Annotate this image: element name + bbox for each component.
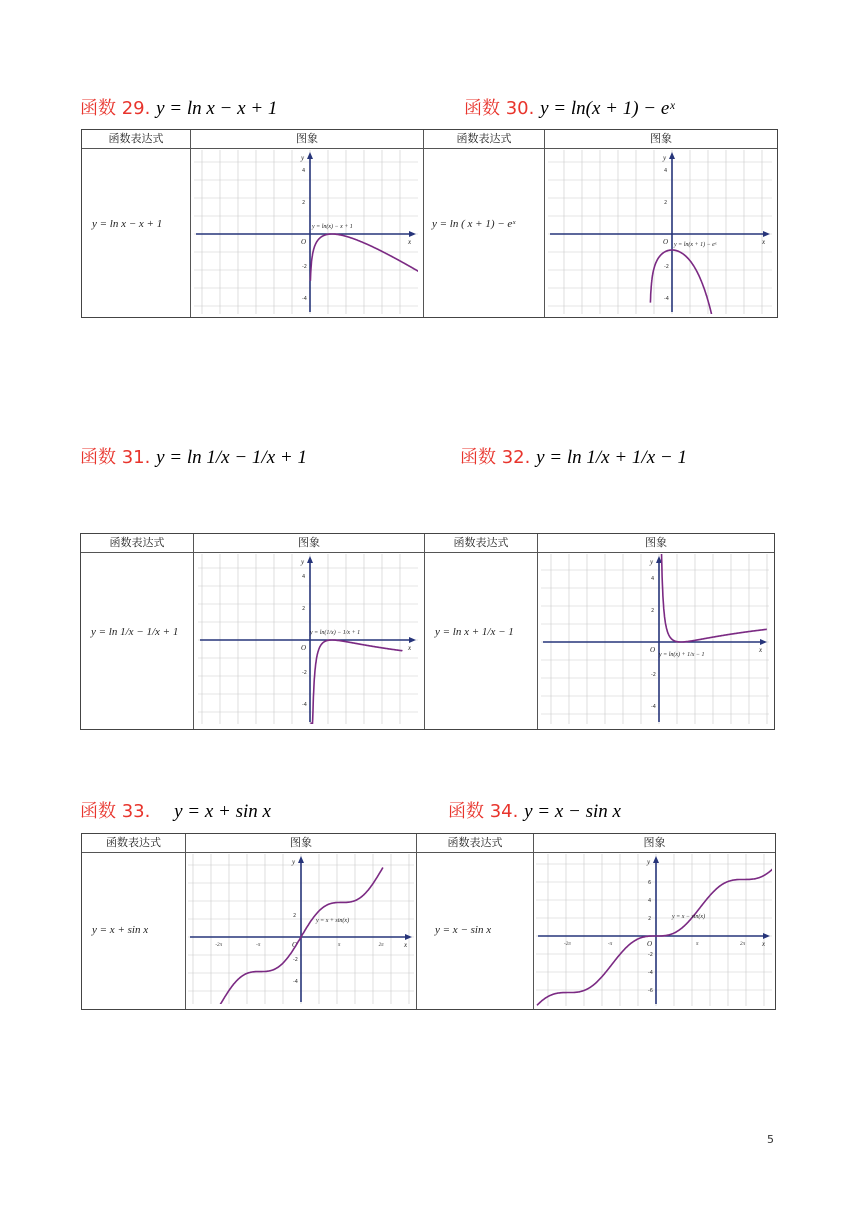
y-tick-label: -6 bbox=[648, 988, 653, 994]
graph-svg bbox=[194, 150, 418, 314]
y-tick-label: -2 bbox=[302, 264, 307, 270]
graph-svg bbox=[198, 554, 418, 724]
x-tick-label: -π bbox=[256, 943, 261, 948]
function-curve bbox=[310, 640, 402, 723]
x-arrow-icon bbox=[760, 639, 767, 645]
y-arrow-icon bbox=[307, 556, 313, 563]
function-curve bbox=[650, 250, 711, 314]
heading-29: 函数 29. y = ln x − x + 1 bbox=[80, 98, 278, 119]
heading-33: 函数 33. y = x + sin x bbox=[80, 801, 271, 822]
y-tick-label: -2 bbox=[302, 670, 307, 676]
origin-label: O bbox=[647, 940, 653, 948]
curve-label: y = ln(1/x) − 1/x + 1 bbox=[310, 630, 361, 636]
x-arrow-icon bbox=[409, 231, 416, 237]
x-tick-label: π bbox=[695, 942, 699, 947]
header-expression: 函数表达式 bbox=[81, 534, 193, 553]
header-graph: 图象 bbox=[538, 534, 774, 553]
graph-29 bbox=[194, 150, 418, 314]
x-arrow-icon bbox=[409, 637, 416, 643]
x-axis-label: x bbox=[408, 238, 412, 246]
graph-svg bbox=[541, 554, 769, 724]
curve-label: y = ln(x) + 1/x − 1 bbox=[659, 652, 705, 658]
graph-svg bbox=[188, 854, 414, 1004]
graph-33 bbox=[188, 854, 414, 1004]
x-arrow-icon bbox=[405, 934, 412, 940]
y-tick-label: -2 bbox=[664, 264, 669, 270]
table-31-32 bbox=[80, 533, 775, 730]
expression-33: y = x + sin x bbox=[92, 924, 149, 936]
header-graph: 图象 bbox=[194, 534, 424, 553]
graph-svg bbox=[548, 150, 772, 314]
curve-label: y = ln(x + 1) − eˣ bbox=[674, 242, 717, 248]
y-axis-label: y bbox=[647, 858, 651, 866]
header-graph: 图象 bbox=[534, 834, 775, 853]
x-tick-label: -π bbox=[608, 942, 613, 947]
y-axis-label: y bbox=[650, 558, 654, 566]
expression-31: y = ln 1/x − 1/x + 1 bbox=[91, 626, 179, 638]
heading-31: 函数 31. y = ln 1/x − 1/x + 1 bbox=[80, 447, 307, 468]
expression-29: y = ln x − x + 1 bbox=[92, 218, 163, 230]
y-tick-label: 4 bbox=[664, 168, 668, 174]
y-arrow-icon bbox=[669, 152, 675, 159]
x-tick-label: 2π bbox=[739, 942, 745, 947]
y-arrow-icon bbox=[298, 856, 304, 863]
x-arrow-icon bbox=[763, 231, 770, 237]
y-tick-label: 2 bbox=[664, 200, 668, 206]
x-axis-label: x bbox=[404, 941, 408, 949]
y-tick-label: 4 bbox=[302, 168, 306, 174]
x-tick-label: 2π bbox=[378, 943, 384, 948]
curve-label: y = x − sin(x) bbox=[672, 914, 706, 920]
table-29-30 bbox=[81, 129, 778, 318]
y-tick-label: 4 bbox=[302, 574, 306, 580]
origin-label: O bbox=[301, 644, 307, 652]
x-arrow-icon bbox=[763, 933, 770, 939]
header-graph: 图象 bbox=[191, 130, 423, 149]
origin-label: O bbox=[663, 238, 669, 246]
y-tick-label: 4 bbox=[648, 898, 652, 904]
table-33-34 bbox=[81, 833, 776, 1010]
grid bbox=[194, 150, 418, 314]
graph-svg bbox=[536, 854, 772, 1006]
heading-34: 函数 34. y = x − sin x bbox=[448, 801, 621, 822]
y-tick-label: 2 bbox=[302, 200, 306, 206]
y-tick-label: -4 bbox=[302, 702, 307, 708]
y-arrow-icon bbox=[307, 152, 313, 159]
expression-32: y = ln x + 1/x − 1 bbox=[435, 626, 514, 638]
x-axis-label: x bbox=[762, 940, 766, 948]
grid bbox=[548, 150, 772, 314]
y-arrow-icon bbox=[653, 856, 659, 863]
origin-label: O bbox=[292, 941, 298, 949]
y-tick-label: 2 bbox=[302, 606, 306, 612]
expression-34: y = x − sin x bbox=[435, 924, 492, 936]
header-expression: 函数表达式 bbox=[424, 130, 544, 149]
y-tick-label: -4 bbox=[664, 296, 669, 302]
y-axis-label: y bbox=[292, 858, 296, 866]
y-tick-label: 4 bbox=[651, 576, 655, 582]
origin-label: O bbox=[650, 646, 656, 654]
x-tick-label: π bbox=[337, 943, 341, 948]
header-graph: 图象 bbox=[545, 130, 777, 149]
header-expression: 函数表达式 bbox=[82, 130, 190, 149]
heading-30: 函数 30. y = ln(x + 1) − eˣ bbox=[464, 98, 675, 119]
curve-label: y = ln(x) − x + 1 bbox=[312, 224, 353, 230]
page-number: 5 bbox=[767, 1133, 774, 1146]
y-tick-label: -2 bbox=[648, 952, 653, 958]
grid bbox=[536, 854, 772, 1006]
graph-30 bbox=[548, 150, 772, 314]
y-axis-label: y bbox=[301, 154, 305, 162]
x-tick-label: -2π bbox=[564, 942, 571, 947]
x-axis-label: x bbox=[762, 238, 766, 246]
y-tick-label: -2 bbox=[651, 672, 656, 678]
origin-label: O bbox=[301, 238, 307, 246]
y-tick-label: -4 bbox=[651, 704, 656, 710]
y-tick-label: -4 bbox=[293, 979, 298, 985]
header-expression: 函数表达式 bbox=[425, 534, 537, 553]
expression-30: y = ln ( x + 1) − eˣ bbox=[432, 218, 516, 230]
y-tick-label: 2 bbox=[293, 913, 297, 919]
curve-label: y = x + sin(x) bbox=[316, 918, 350, 924]
y-tick-label: -4 bbox=[648, 970, 653, 976]
header-expression: 函数表达式 bbox=[417, 834, 533, 853]
grid bbox=[198, 554, 418, 724]
header-graph: 图象 bbox=[186, 834, 416, 853]
graph-31 bbox=[198, 554, 418, 724]
x-axis-label: x bbox=[759, 646, 763, 654]
x-tick-label: -2π bbox=[215, 943, 222, 948]
y-tick-label: 6 bbox=[648, 880, 652, 886]
y-tick-label: -4 bbox=[302, 296, 307, 302]
header-expression: 函数表达式 bbox=[82, 834, 185, 853]
grid bbox=[541, 554, 769, 724]
y-axis-label: y bbox=[663, 154, 667, 162]
heading-32: 函数 32. y = ln 1/x + 1/x − 1 bbox=[460, 447, 687, 468]
y-tick-label: 2 bbox=[648, 916, 652, 922]
y-tick-label: 2 bbox=[651, 608, 655, 614]
graph-34 bbox=[536, 854, 772, 1006]
graph-32 bbox=[541, 554, 769, 724]
y-axis-label: y bbox=[301, 558, 305, 566]
y-tick-label: -2 bbox=[293, 957, 298, 963]
x-axis-label: x bbox=[408, 644, 412, 652]
